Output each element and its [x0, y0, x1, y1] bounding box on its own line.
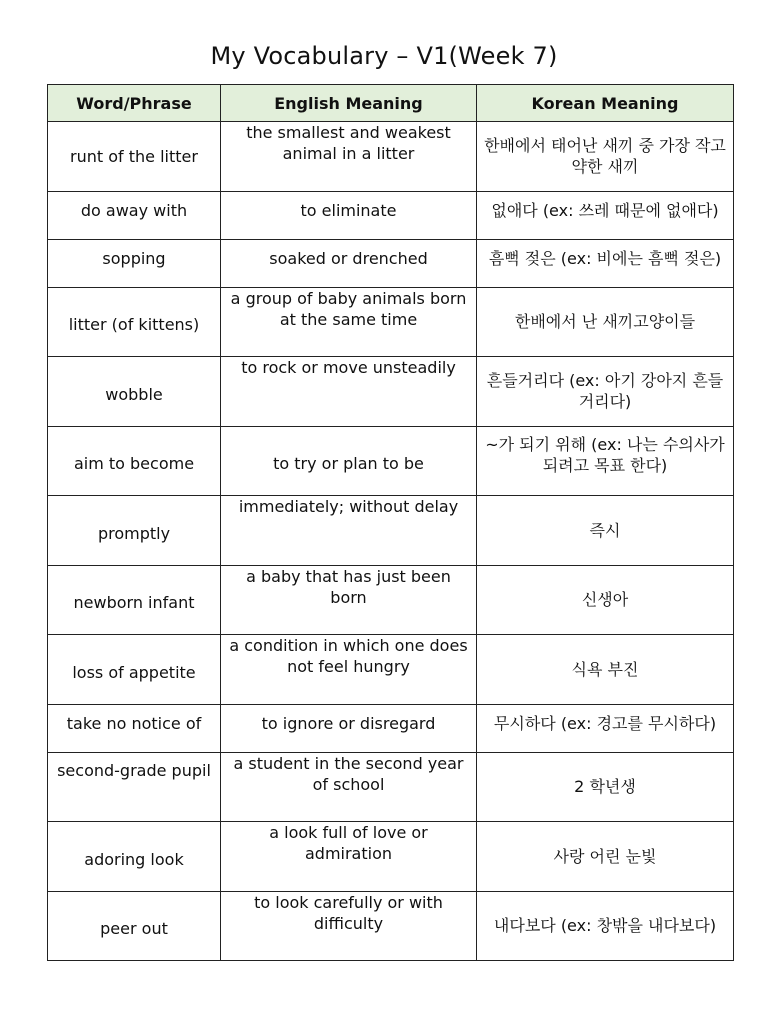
english-meaning-cell: a look full of love or admiration — [221, 822, 477, 892]
english-meaning-cell: soaked or drenched — [221, 239, 477, 287]
korean-meaning-cell: 사랑 어린 눈빛 — [477, 822, 734, 892]
table-header-row — [48, 85, 734, 122]
header-word-phrase: Word/Phrase — [48, 85, 221, 122]
word-cell: sopping — [48, 239, 221, 287]
korean-meaning-cell: 식욕 부진 — [477, 635, 734, 705]
word-cell: aim to become — [48, 426, 221, 496]
word-cell: newborn infant — [48, 565, 221, 635]
table-row — [48, 287, 734, 357]
table-row — [48, 426, 734, 496]
word-cell: promptly — [48, 496, 221, 566]
table-row — [48, 822, 734, 892]
table-row — [48, 635, 734, 705]
korean-meaning-cell: 신생아 — [477, 565, 734, 635]
english-meaning-cell: a condition in which one does not feel hungry — [221, 635, 477, 705]
english-meaning-cell: immediately; without delay — [221, 496, 477, 566]
word-cell: wobble — [48, 357, 221, 427]
korean-meaning-cell: 흠뻑 젖은 (ex: 비에는 흠뻑 젖은) — [477, 239, 734, 287]
korean-meaning-cell: 한배에서 난 새끼고양이들 — [477, 287, 734, 357]
header-english-meaning: English Meaning — [221, 85, 477, 122]
word-cell: adoring look — [48, 822, 221, 892]
korean-meaning-cell: 2 학년생 — [477, 752, 734, 822]
korean-meaning-cell: 없애다 (ex: 쓰레 때문에 없애다) — [477, 191, 734, 239]
english-meaning-cell: to try or plan to be — [221, 426, 477, 496]
table-row — [48, 496, 734, 566]
table-row — [48, 122, 734, 192]
english-meaning-cell: the smallest and weakest animal in a litter — [221, 122, 477, 192]
table-row — [48, 239, 734, 287]
word-cell: runt of the litter — [48, 122, 221, 192]
korean-meaning-cell: 즉시 — [477, 496, 734, 566]
korean-meaning-cell: 한배에서 태어난 새끼 중 가장 작고 약한 새끼 — [477, 122, 734, 192]
korean-meaning-cell: ~가 되기 위해 (ex: 나는 수의사가 되려고 목표 한다) — [477, 426, 734, 496]
vocabulary-table — [47, 84, 734, 961]
english-meaning-cell: to ignore or disregard — [221, 704, 477, 752]
table-row — [48, 565, 734, 635]
english-meaning-cell: a student in the second year of school — [221, 752, 477, 822]
english-meaning-cell: to rock or move unsteadily — [221, 357, 477, 427]
english-meaning-cell: a group of baby animals born at the same time — [221, 287, 477, 357]
header-korean-meaning: Korean Meaning — [477, 85, 734, 122]
korean-meaning-cell: 무시하다 (ex: 경고를 무시하다) — [477, 704, 734, 752]
english-meaning-cell: to eliminate — [221, 191, 477, 239]
page-title: My Vocabulary – V1(Week 7) — [210, 42, 558, 70]
word-cell: litter (of kittens) — [48, 287, 221, 357]
english-meaning-cell: to look carefully or with difficulty — [221, 891, 477, 961]
word-cell: loss of appetite — [48, 635, 221, 705]
korean-meaning-cell: 흔들거리다 (ex: 아기 강아지 흔들거리다) — [477, 357, 734, 427]
table-row — [48, 191, 734, 239]
table-row — [48, 357, 734, 427]
table-row — [48, 752, 734, 822]
english-meaning-cell: a baby that has just been born — [221, 565, 477, 635]
korean-meaning-cell: 내다보다 (ex: 창밖을 내다보다) — [477, 891, 734, 961]
word-cell: take no notice of — [48, 704, 221, 752]
table-row — [48, 891, 734, 961]
table-row — [48, 704, 734, 752]
word-cell: second-grade pupil — [48, 752, 221, 822]
word-cell: peer out — [48, 891, 221, 961]
word-cell: do away with — [48, 191, 221, 239]
